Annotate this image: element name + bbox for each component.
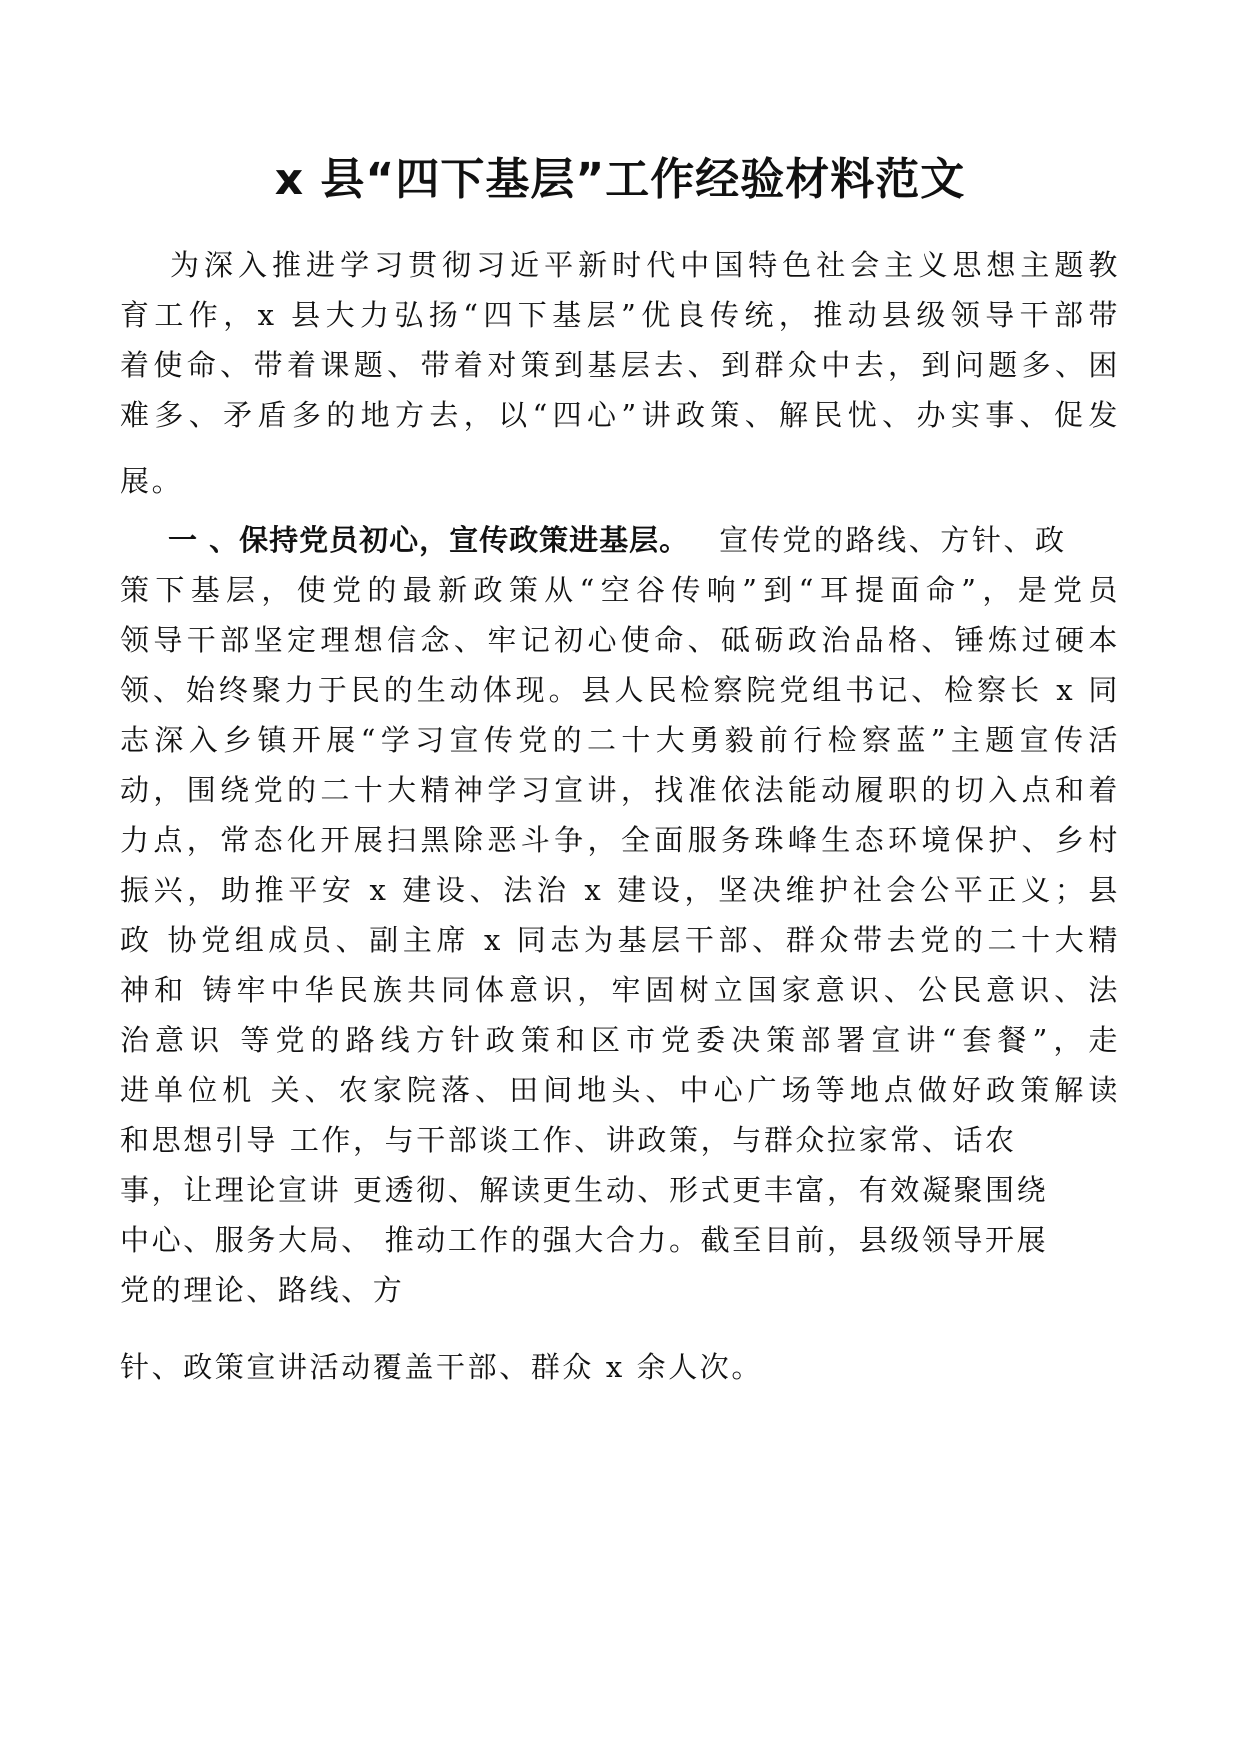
intro-line: 为深入推进学习贯彻习近平新时代中国特色社会主义思想主题教	[170, 248, 1120, 282]
section-1-first-line	[168, 520, 1120, 560]
intro-line: 育工作，x 县大力弘扬“四下基层”优良传统，推动县级领导干部带	[120, 298, 1120, 332]
section-1-heading: 一 、保持党员初心，宣传政策进基层。	[168, 523, 690, 557]
section-1-first-line-text: 宣传党的路线、方针、政	[719, 523, 1067, 557]
section-1-line: 进单位机 关、农家院落、田间地头、中心广场等地点做好政策解读	[120, 1073, 1120, 1107]
intro-line: 展。	[120, 464, 184, 498]
section-1-line: 神和 铸牢中华民族共同体意识，牢固树立国家意识、公民意识、法	[120, 973, 1120, 1007]
section-1-line: 志深入乡镇开展“学习宣传党的二十大勇毅前行检察蓝”主题宣传活	[120, 723, 1120, 757]
section-1-line: 策下基层，使党的最新政策从“空谷传响”到“耳提面命”，是党员	[120, 573, 1120, 607]
section-1-line: 事，让理论宣讲 更透彻、解读更生动、形式更丰富，有效凝聚围绕	[120, 1173, 1049, 1207]
section-1-line: 中心、服务大局、 推动工作的强大合力。截至目前，县级领导开展	[120, 1223, 1049, 1257]
section-1-line: 针、政策宣讲活动覆盖干部、群众 x 余人次。	[120, 1350, 763, 1384]
intro-line: 难多、矛盾多的地方去，以“四心”讲政策、解民忧、办实事、促发	[120, 398, 1120, 432]
section-1-line: 动，围绕党的二十大精神学习宣讲，找准依法能动履职的切入点和着	[120, 773, 1120, 807]
section-1-line: 党的理论、路线、方	[120, 1273, 405, 1307]
section-1-line: 振兴，助推平安 x 建设、法治 x 建设，坚决维护社会公平正义；县	[120, 873, 1120, 907]
section-1-line: 力点，常态化开展扫黑除恶斗争，全面服务珠峰生态环境保护、乡村	[120, 823, 1120, 857]
intro-line: 着使命、带着课题、带着对策到基层去、到群众中去，到问题多、困	[120, 348, 1120, 382]
document-title: x 县“四下基层”工作经验材料范文	[274, 154, 966, 205]
section-1-line: 政 协党组成员、副主席 x 同志为基层干部、群众带去党的二十大精	[120, 923, 1120, 957]
section-1-line: 领、始终聚力于民的生动体现。县人民检察院党组书记、检察长 x 同	[120, 673, 1120, 707]
section-1-line: 领导干部坚定理想信念、牢记初心使命、砥砺政治品格、锤炼过硬本	[120, 623, 1120, 657]
section-1-line: 和思想引导 工作，与干部谈工作、讲政策，与群众拉家常、话农	[120, 1123, 1017, 1157]
section-1-line: 治意识 等党的路线方针政策和区市党委决策部署宣讲“套餐”，走	[120, 1023, 1120, 1057]
